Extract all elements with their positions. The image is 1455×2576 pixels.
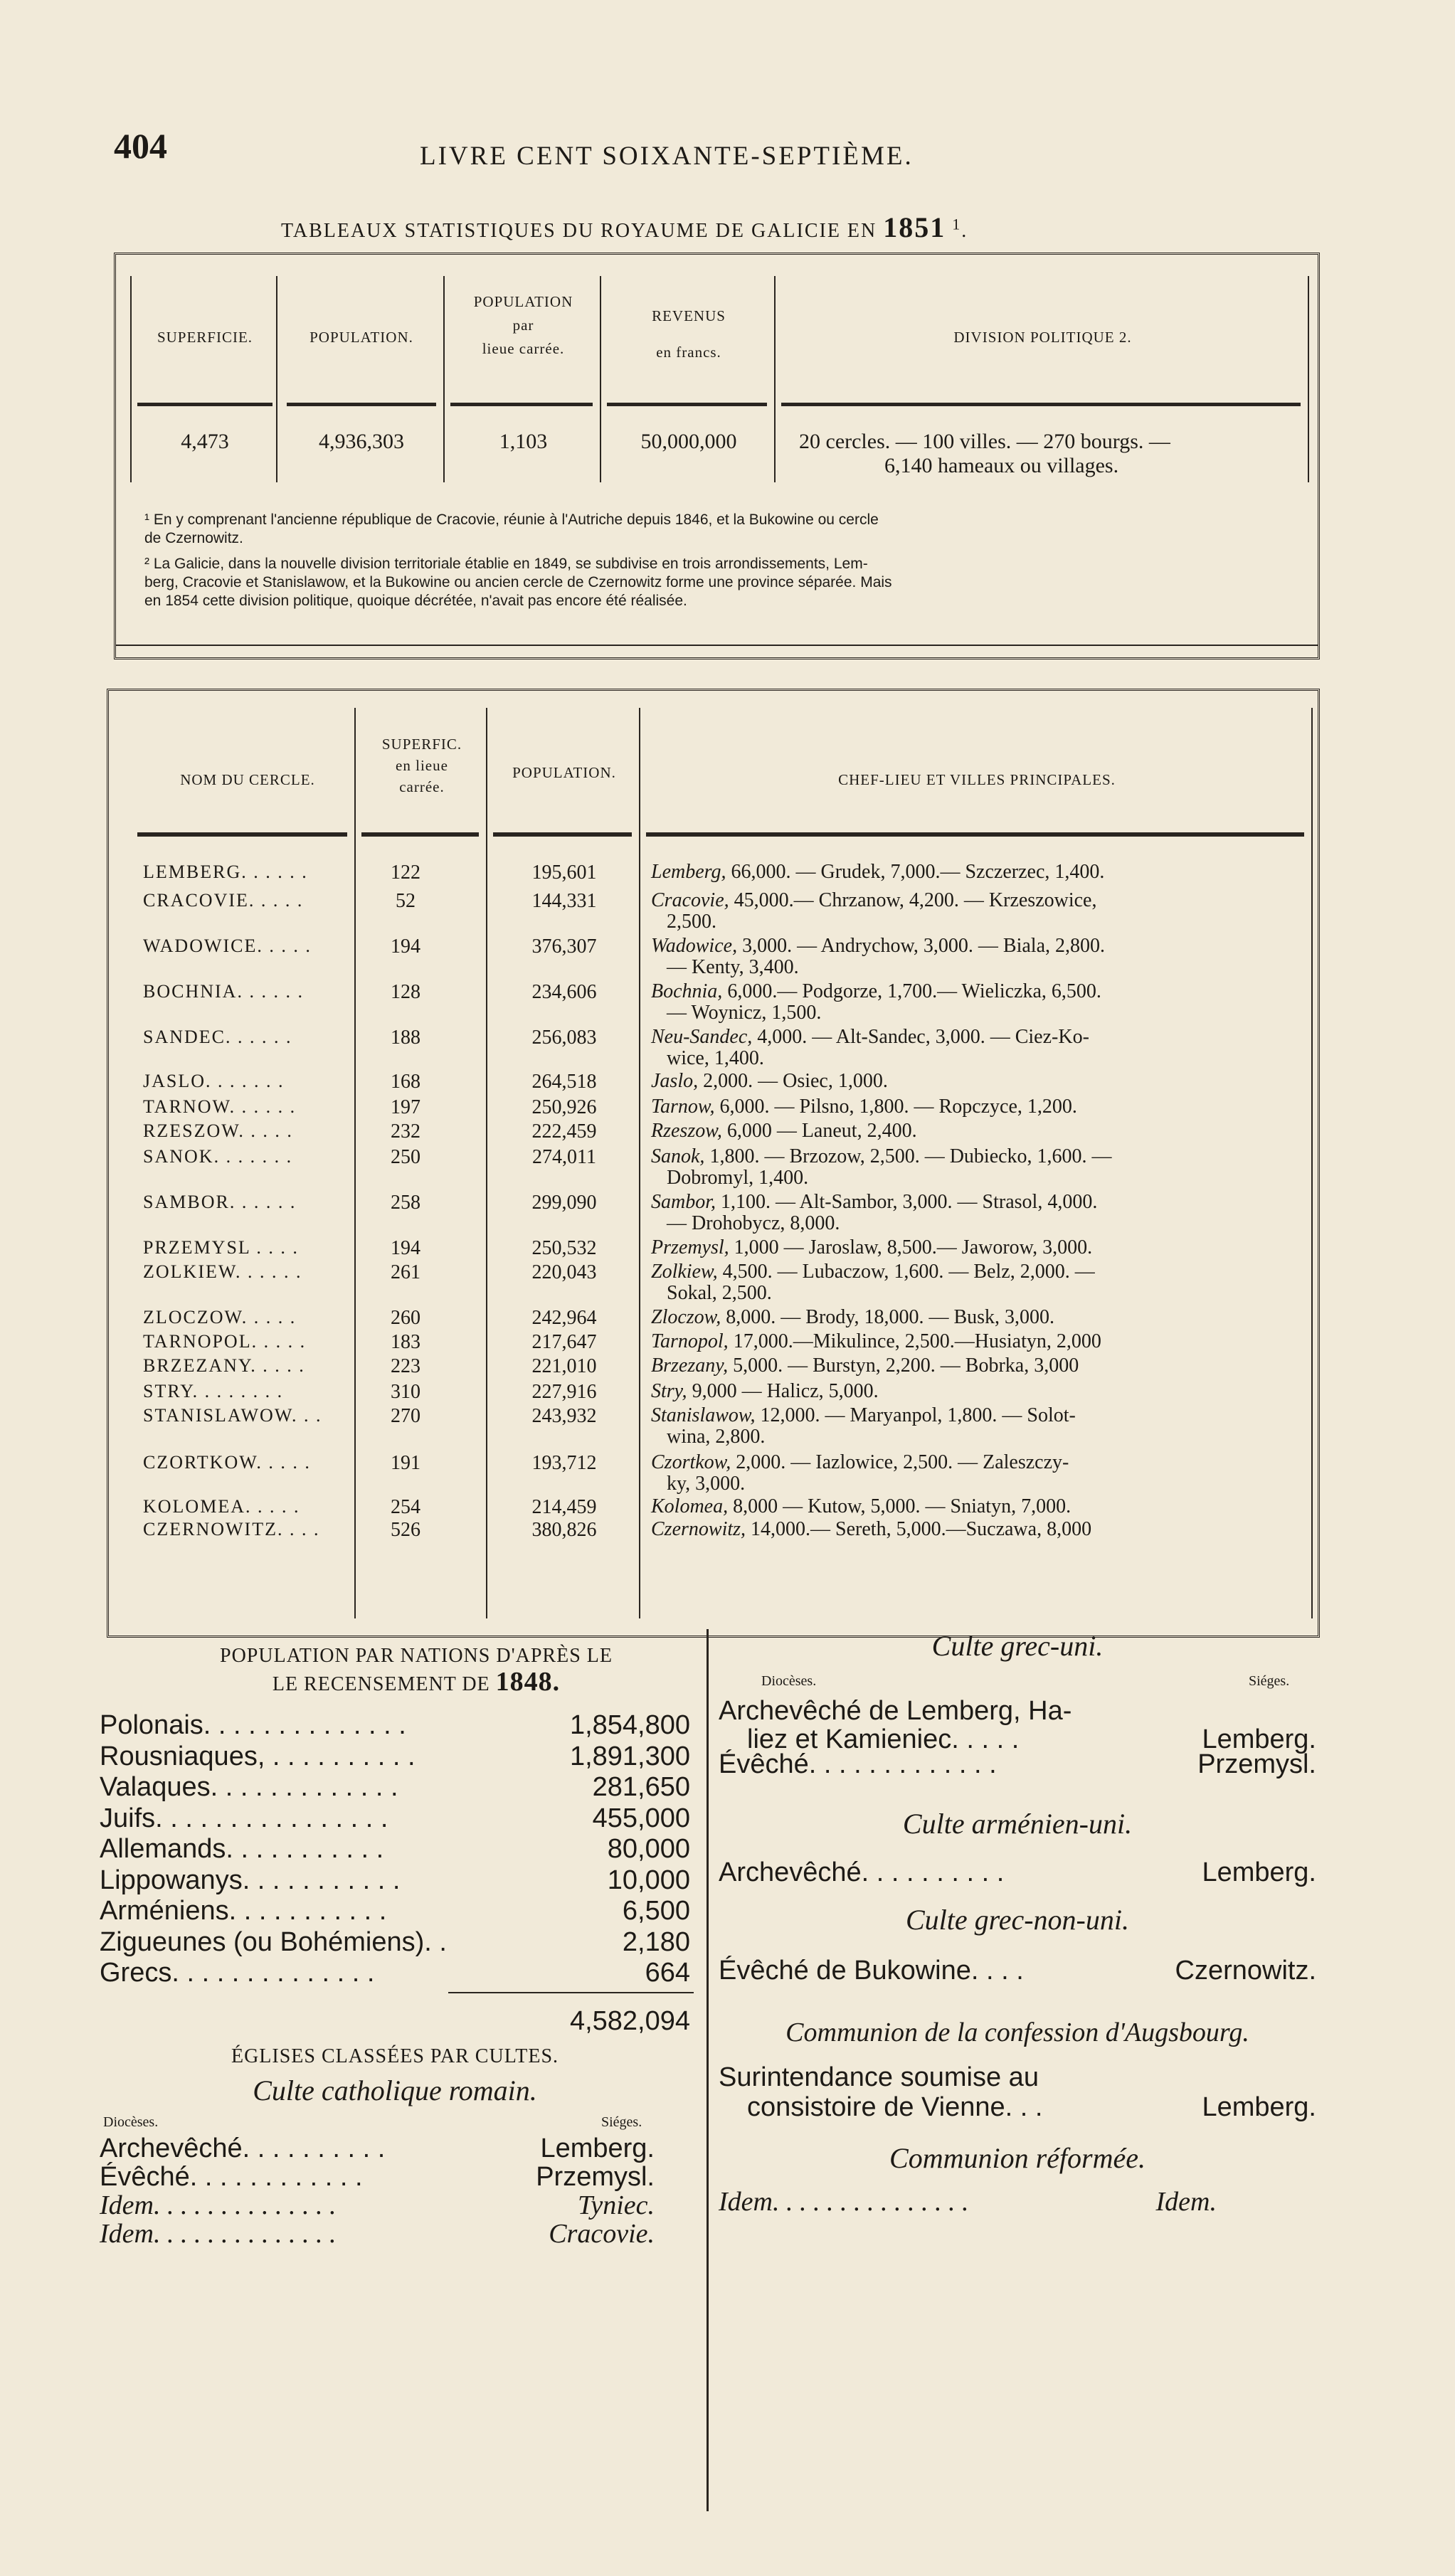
chef-line xyxy=(651,890,1306,911)
col-sieges: Siéges. xyxy=(601,2114,642,2130)
title-line: LE RECENSEMENT DE xyxy=(272,1673,490,1695)
cercle-chef-lieu xyxy=(651,935,1306,978)
cercle-chef-lieu xyxy=(651,890,1306,933)
chef-line xyxy=(651,1355,1306,1377)
chef-text: 12,000. — Maryanpol, 1,800. — Solot- xyxy=(760,1404,1076,1426)
cercle-chef-lieu xyxy=(651,1381,1306,1402)
header-revenus xyxy=(603,304,774,364)
chef-text: 5,000. — Burstyn, 2,200. — Bobrka, 3,000 xyxy=(733,1355,1079,1377)
chef-line xyxy=(651,1381,1306,1402)
rule xyxy=(450,403,593,406)
greek-non-title: Culte grec-non-uni. xyxy=(905,1904,1129,1936)
cercle-name: WADOWICE. . . . . xyxy=(143,935,312,956)
col-dioceses: Diocèses. xyxy=(761,1673,817,1689)
chef-city: Brzezany, xyxy=(651,1355,729,1377)
row-label: Archevêché. . . . . . . . . . xyxy=(100,2134,386,2163)
header-population: POPULATION. xyxy=(309,329,413,346)
header-population: POPULATION. xyxy=(512,764,616,781)
cercle-superficie: 261 xyxy=(391,1261,420,1283)
chef-city: Lemberg, xyxy=(651,861,726,883)
divider xyxy=(1311,708,1313,1618)
running-title: LIVRE CENT SOIXANTE-SEPTIÈME. xyxy=(420,142,914,171)
catholic-title: Culte catholique romain. xyxy=(253,2074,537,2106)
chef-city: Stry, xyxy=(651,1380,687,1402)
cults-title: ÉGLISES CLASSÉES PAR CULTES. xyxy=(231,2045,559,2067)
reformed-title: Communion réformée. xyxy=(889,2142,1146,2174)
cercle-chef-lieu xyxy=(651,1071,1306,1092)
header-superficie: SUPERFICIE. xyxy=(157,329,253,346)
rule xyxy=(493,832,632,837)
header-chef-lieu: CHEF-LIEU ET VILLES PRINCIPALES. xyxy=(838,771,1116,788)
cercle-population: 144,331 xyxy=(531,890,597,912)
nation-label: Allemands. . . . . . . . . . . xyxy=(100,1834,384,1864)
chef-city: Rzeszow, xyxy=(651,1120,722,1142)
cercle-population: 299,090 xyxy=(531,1192,597,1214)
row-value: Lemberg. xyxy=(540,2134,655,2163)
cercle-population: 220,043 xyxy=(531,1261,597,1283)
chef-line: — Woynicz, 1,500. xyxy=(667,1002,822,1024)
row-label: Idem. . . . . . . . . . . . . . xyxy=(100,2190,337,2220)
chef-text: 66,000. — Grudek, 7,000.— Szczerzec, 1,400. xyxy=(731,861,1105,883)
hd-l1: POPULATION xyxy=(473,293,573,310)
divider xyxy=(600,276,601,482)
cercle-chef-lieu xyxy=(651,1237,1306,1258)
chef-text: 17,000.—Mikulince, 2,500.—Husiatyn, 2,000 xyxy=(733,1330,1101,1352)
greek-title: Culte grec-uni. xyxy=(931,1630,1104,1662)
header-superficie xyxy=(358,733,486,797)
row-label: Idem. . . . . . . . . . . . . . . xyxy=(719,2187,969,2217)
cercle-name: LEMBERG. . . . . . xyxy=(143,862,308,882)
chef-line xyxy=(651,1496,1306,1517)
nation-value: 10,000 xyxy=(607,1865,690,1895)
col-sieges: Siéges. xyxy=(1249,1673,1290,1689)
nation-value: 281,650 xyxy=(592,1772,690,1802)
chef-city: Neu-Sandec, xyxy=(651,1026,753,1048)
cercle-population: 250,532 xyxy=(531,1237,597,1259)
armenian-title: Culte arménien-uni. xyxy=(902,1808,1133,1840)
chef-city: Przemysl, xyxy=(651,1236,729,1258)
chef-city: Sanok, xyxy=(651,1145,705,1167)
nation-label: Rousniaques, . . . . . . . . . . xyxy=(100,1741,416,1771)
nation-value: 455,000 xyxy=(592,1803,690,1833)
chef-text: 8,000. — Brody, 18,000. — Busk, 3,000. xyxy=(726,1306,1055,1328)
header-density xyxy=(447,290,600,361)
header-division: DIVISION POLITIQUE 2. xyxy=(953,329,1132,346)
hd-l2: en francs. xyxy=(656,344,721,361)
cercle-population: 376,307 xyxy=(531,935,597,958)
chef-line: 2,500. xyxy=(667,911,716,933)
cercles-table xyxy=(107,689,1320,1638)
cercle-superficie: 191 xyxy=(391,1452,420,1474)
chef-line xyxy=(651,1192,1306,1213)
nation-label: Juifs. . . . . . . . . . . . . . . . xyxy=(100,1803,388,1833)
rule xyxy=(781,403,1301,406)
chef-city: Kolomea, xyxy=(651,1495,729,1517)
cercle-population: 380,826 xyxy=(531,1519,597,1541)
cercle-name: PRZEMYSL . . . . xyxy=(143,1237,299,1258)
cercle-chef-lieu xyxy=(651,1496,1306,1517)
cercle-population: 214,459 xyxy=(531,1496,597,1518)
cercle-name: STANISLAWOW. . . xyxy=(143,1405,322,1426)
value-population: 4,936,303 xyxy=(319,430,404,453)
cercle-name: BRZEZANY. . . . . xyxy=(143,1355,305,1376)
footnote-line: ¹ En y comprenant l'ancienne république de Cracovie, réunie à l'Autriche depuis 1846, et la Bukowine ou cercle xyxy=(144,512,879,528)
cercle-superficie: 310 xyxy=(391,1381,420,1403)
cercle-chef-lieu xyxy=(651,1120,1306,1142)
cercle-population: 217,647 xyxy=(531,1331,597,1353)
divider xyxy=(639,708,640,1618)
nation-label: Lippowanys. . . . . . . . . . . xyxy=(100,1865,401,1895)
nations-title xyxy=(149,1643,683,1697)
chef-line xyxy=(651,935,1306,957)
cercle-chef-lieu xyxy=(651,1146,1306,1189)
chef-text: 2,000. — Osiec, 1,000. xyxy=(703,1070,888,1092)
cercle-population: 264,518 xyxy=(531,1071,597,1093)
cercle-superficie: 194 xyxy=(391,935,420,958)
title-line: POPULATION PAR NATIONS D'APRÈS LE xyxy=(220,1645,613,1667)
cercle-superficie: 250 xyxy=(391,1146,420,1168)
table1-caption: TABLEAUX STATISTIQUES DU ROYAUME DE GALICIE EN 1851 $^1$. xyxy=(281,211,968,243)
chef-text: 6,000.— Podgorze, 1,700.— Wieliczka, 6,500. xyxy=(727,980,1101,1002)
chef-line xyxy=(651,1261,1306,1283)
chef-city: Stanislawow, xyxy=(651,1404,756,1426)
nation-label: Polonais. . . . . . . . . . . . . . xyxy=(100,1710,406,1740)
row-label: Archevêché de Lemberg, Ha- xyxy=(719,1696,1072,1726)
cercle-superficie: 232 xyxy=(391,1120,420,1143)
divider xyxy=(443,276,445,482)
augsburg-title: Communion de la confession d'Augsbourg. xyxy=(785,2018,1249,2047)
cercle-population: 234,606 xyxy=(531,981,597,1003)
row-value: Lemberg. xyxy=(1202,1857,1316,1887)
row-label: Idem. . . . . . . . . . . . . . xyxy=(100,2219,337,2249)
row-value: Lemberg. xyxy=(1202,1724,1316,1754)
cercle-name: ZOLKIEW. . . . . . xyxy=(143,1261,302,1282)
divider xyxy=(774,276,776,482)
cercle-chef-lieu xyxy=(651,1096,1306,1118)
nation-value: 80,000 xyxy=(607,1834,690,1864)
chef-text: 4,000. — Alt-Sandec, 3,000. — Ciez-Ko- xyxy=(757,1026,1089,1048)
chef-line xyxy=(651,1096,1306,1118)
chef-city: Czernowitz, xyxy=(651,1518,746,1540)
cercle-superficie: 197 xyxy=(391,1096,420,1118)
cercle-name: SANOK. . . . . . . xyxy=(143,1146,293,1167)
nation-label: Arméniens. . . . . . . . . . . xyxy=(100,1896,387,1926)
chef-line: — Kenty, 3,400. xyxy=(667,956,799,978)
nation-label: Valaques. . . . . . . . . . . . . xyxy=(100,1772,398,1802)
chef-city: Zolkiew, xyxy=(651,1261,718,1283)
chef-line: wice, 1,400. xyxy=(667,1047,764,1069)
cercle-superficie: 223 xyxy=(391,1355,420,1377)
row-value: Tyniec. xyxy=(578,2190,655,2220)
cercle-superficie: 52 xyxy=(396,890,416,912)
chef-line: wina, 2,800. xyxy=(667,1426,766,1448)
row-value: Cracovie. xyxy=(549,2219,655,2249)
rule xyxy=(361,832,479,837)
chef-line: Sokal, 2,500. xyxy=(667,1282,772,1304)
title-year: 1848. xyxy=(495,1667,561,1697)
nation-value: 2,180 xyxy=(622,1926,690,1957)
cercle-population: 227,916 xyxy=(531,1381,597,1403)
row-label: Archevêché. . . . . . . . . . xyxy=(719,1857,1005,1887)
rule xyxy=(646,832,1304,837)
rule xyxy=(607,403,767,406)
cercle-chef-lieu xyxy=(651,1192,1306,1234)
chef-text: 8,000 — Kutow, 5,000. — Sniatyn, 7,000. xyxy=(733,1495,1072,1517)
cercle-name: SAMBOR. . . . . . xyxy=(143,1192,297,1212)
cercle-population: 221,010 xyxy=(531,1355,597,1377)
cercle-superficie: 526 xyxy=(391,1519,420,1541)
cercle-superficie: 122 xyxy=(391,862,420,884)
chef-text: 6,000 — Laneut, 2,400. xyxy=(726,1120,917,1142)
row-value: Idem. xyxy=(1155,2187,1217,2217)
row-label: liez et Kamieniec. . . . . xyxy=(747,1724,1020,1754)
row-value: Lemberg. xyxy=(1202,2092,1316,2122)
chef-line xyxy=(651,1405,1306,1426)
nation-value: 6,500 xyxy=(622,1896,690,1926)
cercle-name: SANDEC. . . . . . xyxy=(143,1027,292,1047)
bottom-rule xyxy=(116,645,1318,646)
chef-text: 14,000.— Sereth, 5,000.—Suczawa, 8,000 xyxy=(751,1518,1092,1540)
hd-l2: en lieue xyxy=(396,757,448,774)
chef-line xyxy=(651,1120,1306,1142)
cercle-chef-lieu xyxy=(651,1519,1306,1540)
cercle-chef-lieu xyxy=(651,981,1306,1024)
chef-line xyxy=(651,1146,1306,1167)
cercle-chef-lieu xyxy=(651,1307,1306,1328)
cercle-superficie: 254 xyxy=(391,1496,420,1518)
cercle-name: KOLOMEA. . . . . xyxy=(143,1496,300,1517)
cercle-superficie: 258 xyxy=(391,1192,420,1214)
caption-text: TABLEAUX STATISTIQUES DU ROYAUME DE GALICIE EN xyxy=(281,220,877,242)
chef-text: 1,000 — Jaroslaw, 8,500.— Jaworow, 3,000. xyxy=(734,1236,1093,1258)
cercle-population: 250,926 xyxy=(531,1096,597,1118)
cercle-name: BOCHNIA. . . . . . xyxy=(143,981,304,1002)
hd-l1: SUPERFIC. xyxy=(381,736,462,753)
footnote-line: de Czernowitz. xyxy=(144,530,243,546)
cercle-population: 195,601 xyxy=(531,862,597,884)
caption-year: 1851 xyxy=(883,211,946,243)
cercle-name: CZORTKOW. . . . . xyxy=(143,1452,311,1473)
division-line: 6,140 hameaux ou villages. xyxy=(884,454,1119,477)
chef-city: Bochnia, xyxy=(651,980,723,1002)
chef-line xyxy=(651,1331,1306,1352)
chef-line xyxy=(651,1071,1306,1092)
cercle-chef-lieu xyxy=(651,1355,1306,1377)
chef-city: Czortkow, xyxy=(651,1451,731,1473)
cercle-name: STRY. . . . . . . . xyxy=(143,1381,284,1401)
hd-l1: REVENUS xyxy=(652,307,726,324)
divider xyxy=(486,708,487,1618)
caption-note-mark: 1 xyxy=(952,215,962,233)
chef-city: Cracovie, xyxy=(651,889,729,911)
value-division xyxy=(799,430,1297,478)
divider xyxy=(130,276,132,482)
rule xyxy=(137,403,273,406)
nation-value: 1,854,800 xyxy=(569,1710,690,1740)
cercle-chef-lieu xyxy=(651,1261,1306,1304)
chef-line xyxy=(651,1027,1306,1048)
hd-l2: par xyxy=(512,317,534,334)
hd-l3: lieue carrée. xyxy=(482,340,565,357)
chef-line: ky, 3,000. xyxy=(667,1473,746,1495)
nation-value: 664 xyxy=(645,1958,690,1988)
nation-label: Grecs. . . . . . . . . . . . . . xyxy=(100,1958,375,1988)
cercle-population: 222,459 xyxy=(531,1120,597,1143)
cercle-name: RZESZOW. . . . . xyxy=(143,1120,293,1141)
chef-text: 1,800. — Brzozow, 2,500. — Dubiecko, 1,600. — xyxy=(709,1145,1112,1167)
chef-text: 6,000. — Pilsno, 1,800. — Ropczyce, 1,200. xyxy=(719,1096,1077,1118)
rule xyxy=(287,403,436,406)
page-number: 404 xyxy=(114,126,167,166)
footnote-line: en 1854 cette division politique, quoique décrétée, n'avait pas encore été réalisée. xyxy=(144,593,687,609)
chef-text: 3,000. — Andrychow, 3,000. — Biala, 2,800. xyxy=(742,935,1105,957)
row-label: Évêché de Bukowine. . . . xyxy=(719,1956,1024,1986)
cercle-name: JASLO. . . . . . . xyxy=(143,1071,285,1091)
chef-text: 9,000 — Halicz, 5,000. xyxy=(692,1380,879,1402)
chef-line xyxy=(651,862,1306,883)
chef-line xyxy=(651,981,1306,1002)
cercle-superficie: 194 xyxy=(391,1237,420,1259)
cercle-name: CRACOVIE. . . . . xyxy=(143,890,304,911)
nations-total: 4,582,094 xyxy=(569,2006,690,2036)
cercle-superficie: 183 xyxy=(391,1331,420,1353)
rule xyxy=(137,832,347,837)
cercle-name: CZERNOWITZ. . . . xyxy=(143,1519,320,1539)
chef-line xyxy=(651,1307,1306,1328)
value-revenus: 50,000,000 xyxy=(640,430,737,453)
cercle-superficie: 188 xyxy=(391,1027,420,1049)
cercle-name: ZLOCZOW. . . . . xyxy=(143,1307,297,1327)
chef-text: 4,500. — Lubaczow, 1,600. — Belz, 2,000. — xyxy=(722,1261,1095,1283)
row-value: Czernowitz. xyxy=(1175,1956,1316,1986)
chef-line: — Drohobycz, 8,000. xyxy=(667,1212,840,1234)
divider xyxy=(1308,276,1309,482)
chef-city: Wadowice, xyxy=(651,935,738,957)
chef-city: Tarnow, xyxy=(651,1096,715,1118)
cercle-superficie: 270 xyxy=(391,1405,420,1427)
hd-l3: carrée. xyxy=(399,778,445,795)
divider xyxy=(276,276,277,482)
chef-city: Jaslo, xyxy=(651,1070,699,1092)
cercle-population: 256,083 xyxy=(531,1027,597,1049)
cercle-chef-lieu xyxy=(651,1452,1306,1495)
footnote-line: berg, Cracovie et Stanislawow, et la Bukowine ou ancien cercle de Czernowitz forme une province séparée. Mais xyxy=(144,574,892,590)
chef-city: Zloczow, xyxy=(651,1306,721,1328)
division-line: 20 cercles. — 100 villes. — 270 bourgs. — xyxy=(799,430,1170,453)
cercle-superficie: 260 xyxy=(391,1307,420,1329)
cercle-population: 193,712 xyxy=(531,1452,597,1474)
value-density: 1,103 xyxy=(499,430,548,453)
footnotes xyxy=(144,511,1297,610)
chef-text: 1,100. — Alt-Sambor, 3,000. — Strasol, 4,000. xyxy=(721,1191,1098,1213)
cercle-population: 243,932 xyxy=(531,1405,597,1427)
value-superficie: 4,473 xyxy=(181,430,229,453)
cercle-chef-lieu xyxy=(651,1027,1306,1069)
cercle-name: TARNOW. . . . . . xyxy=(143,1096,297,1117)
cercle-superficie: 168 xyxy=(391,1071,420,1093)
row-label: consistoire de Vienne. . . xyxy=(747,2092,1043,2122)
sum-rule xyxy=(448,1992,694,1993)
chef-line: Dobromyl, 1,400. xyxy=(667,1167,809,1189)
chef-city: Tarnopol, xyxy=(651,1330,729,1352)
row-label: Surintendance soumise au xyxy=(719,2062,1039,2092)
chef-line xyxy=(651,1519,1306,1540)
row-value: Przemysl. xyxy=(536,2162,655,2192)
cercle-chef-lieu xyxy=(651,862,1306,883)
row-value: Przemysl. xyxy=(1197,1749,1316,1779)
column-divider xyxy=(707,1629,709,2511)
cercle-name: TARNOPOL. . . . . xyxy=(143,1331,307,1352)
nation-label: Zigueunes (ou Bohémiens). . xyxy=(100,1926,447,1957)
row-label: Évêché. . . . . . . . . . . . . xyxy=(719,1749,997,1779)
footnote-line: ² La Galicie, dans la nouvelle division territoriale établie en 1849, se subdivise en trois arrondissements, Lem- xyxy=(144,556,868,572)
chef-line xyxy=(651,1452,1306,1473)
cercle-superficie: 128 xyxy=(391,981,420,1003)
divider xyxy=(354,708,356,1618)
cercle-population: 274,011 xyxy=(532,1146,596,1168)
chef-text: 45,000.— Chrzanow, 4,200. — Krzeszowice, xyxy=(734,889,1097,911)
cercle-chef-lieu xyxy=(651,1405,1306,1448)
col-dioceses: Diocèses. xyxy=(103,2114,159,2130)
nation-value: 1,891,300 xyxy=(569,1741,690,1771)
chef-line xyxy=(651,1237,1306,1258)
chef-text: 2,000. — Iazlowice, 2,500. — Zaleszczy- xyxy=(736,1451,1069,1473)
cercle-population: 242,964 xyxy=(531,1307,597,1329)
summary-table xyxy=(114,253,1320,659)
cercle-chef-lieu xyxy=(651,1331,1306,1352)
chef-city: Sambor, xyxy=(651,1191,716,1213)
header-cercle: NOM DU CERCLE. xyxy=(180,771,315,788)
row-label: Évêché. . . . . . . . . . . . xyxy=(100,2162,363,2192)
